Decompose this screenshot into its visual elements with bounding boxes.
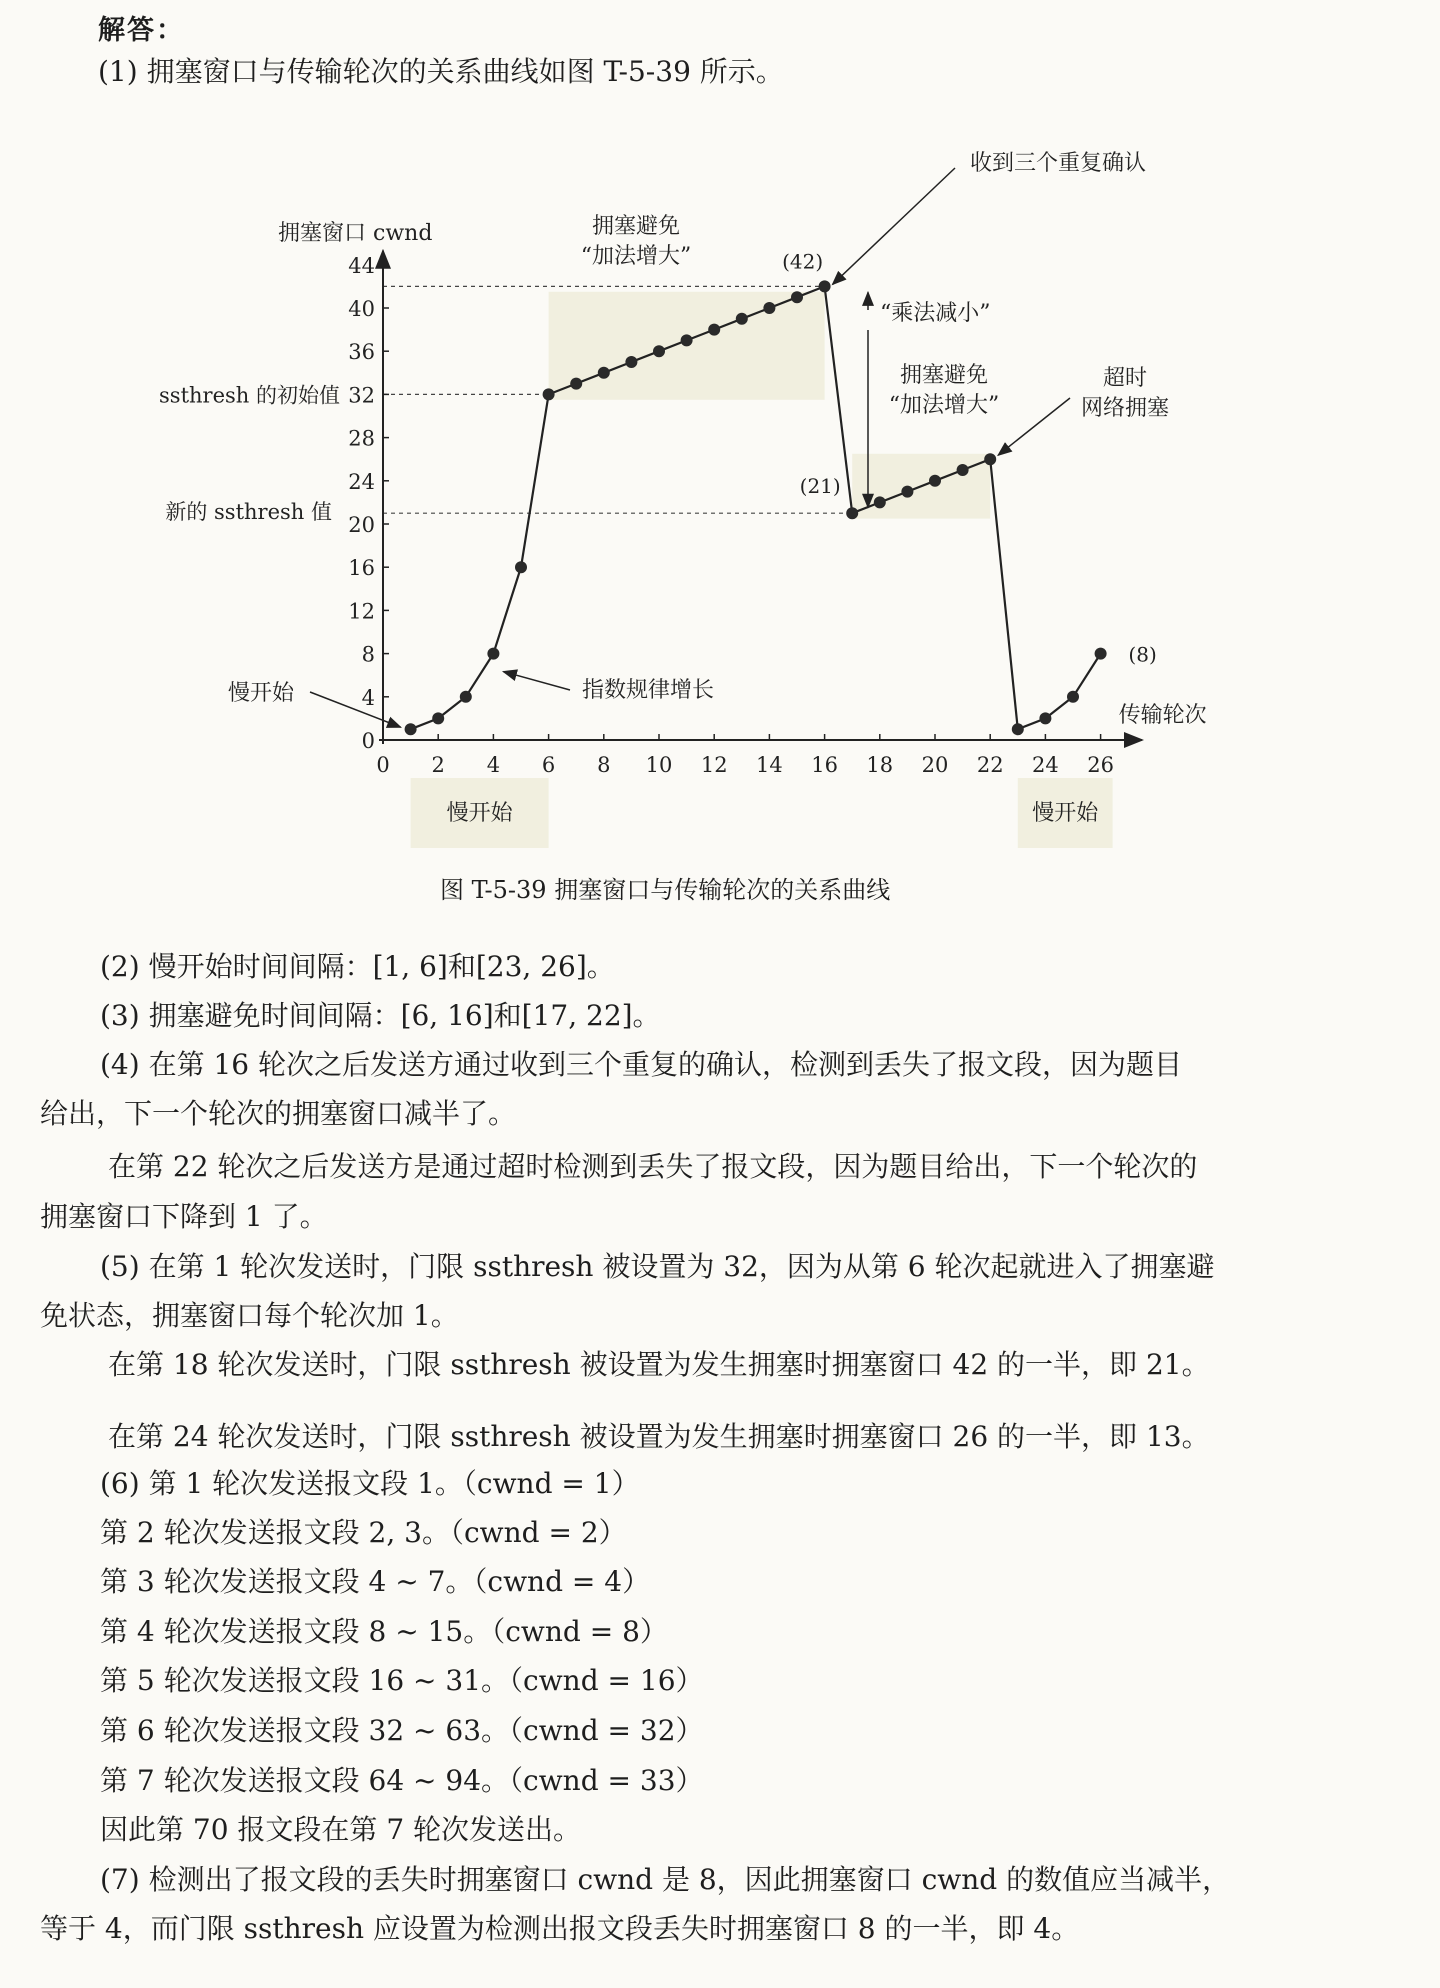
paragraph: 拥塞窗口下降到 1 了。 bbox=[40, 1200, 328, 1233]
data-point bbox=[515, 561, 527, 573]
data-point bbox=[653, 345, 665, 357]
data-point bbox=[819, 280, 831, 292]
paragraph: (7) 检测出了报文段的丢失时拥塞窗口 cwnd 是 8，因此拥塞窗口 cwnd 的数值应当减半， bbox=[100, 1863, 1231, 1896]
exp-growth-annotation: 指数规律增长 bbox=[582, 678, 715, 703]
y-tick-label: 32 bbox=[348, 383, 375, 408]
paragraph: 在第 18 轮次发送时，门限 ssthresh 被设置为发生拥塞时拥塞窗口 42 的一半，即 21。 bbox=[108, 1348, 1210, 1381]
y-tick-label: 44 bbox=[348, 253, 375, 278]
data-point bbox=[791, 291, 803, 303]
x-tick-label: 24 bbox=[1032, 753, 1059, 777]
data-point bbox=[598, 367, 610, 379]
ca1-annotation: 拥塞避免 bbox=[591, 214, 681, 239]
y-tick-label: 24 bbox=[348, 469, 375, 494]
data-point bbox=[460, 691, 472, 703]
data-point bbox=[405, 723, 417, 735]
data-point bbox=[874, 496, 886, 508]
x-tick-label: 12 bbox=[700, 753, 728, 777]
paragraph: (4) 在第 16 轮次之后发送方通过收到三个重复的确认，检测到丢失了报文段，因为题目 bbox=[100, 1048, 1182, 1081]
paragraph: 因此第 70 报文段在第 7 轮次发送出。 bbox=[100, 1813, 582, 1846]
ssthresh-initial-label: ssthresh 的初始值 bbox=[159, 383, 340, 408]
paragraph: 第 4 轮次发送报文段 8 ~ 15。（cwnd = 8） bbox=[100, 1615, 668, 1648]
data-point bbox=[984, 453, 996, 465]
paragraph: (5) 在第 1 轮次发送时，门限 ssthresh 被设置为 32，因为从第 6 轮次起就进入了拥塞避 bbox=[100, 1250, 1215, 1283]
paragraph: 等于 4，而门限 ssthresh 应设置为检测出报文段丢失时拥塞窗口 8 的一半，即 4。 bbox=[40, 1912, 1080, 1945]
cwnd-chart bbox=[0, 130, 1440, 870]
paragraph: 第 5 轮次发送报文段 16 ~ 31。（cwnd = 16） bbox=[100, 1664, 704, 1697]
x-tick-label: 22 bbox=[976, 753, 1004, 777]
ca1-annotation: “加法增大” bbox=[580, 244, 692, 269]
y-tick-label: 8 bbox=[361, 642, 375, 667]
md-annotation: “乘法减小” bbox=[880, 301, 991, 326]
ssthresh-new-label: 新的 ssthresh 值 bbox=[165, 500, 332, 525]
data-point bbox=[543, 388, 555, 400]
timeout-annotation: 网络拥塞 bbox=[1080, 396, 1170, 421]
intro-line: (1) 拥塞窗口与传输轮次的关系曲线如图 T-5-39 所示。 bbox=[98, 55, 784, 88]
exp-growth-arrow bbox=[503, 672, 570, 690]
data-point bbox=[763, 302, 775, 314]
data-point bbox=[1067, 691, 1079, 703]
paragraph: 在第 24 轮次发送时，门限 ssthresh 被设置为发生拥塞时拥塞窗口 26 的一半，即 13。 bbox=[108, 1420, 1210, 1453]
paragraph: (3) 拥塞避免时间间隔：[6, 16]和[17, 22]。 bbox=[100, 999, 661, 1032]
x-tick-label: 8 bbox=[597, 753, 611, 777]
x-tick-label: 16 bbox=[811, 753, 838, 777]
figure-caption: 图 T-5-39 拥塞窗口与传输轮次的关系曲线 bbox=[440, 876, 891, 904]
y-tick-label: 28 bbox=[348, 426, 375, 451]
x-tick-label: 18 bbox=[866, 753, 894, 777]
x-tick-label: 14 bbox=[756, 753, 783, 777]
x-tick-label: 4 bbox=[486, 753, 501, 777]
paragraph: 第 6 轮次发送报文段 32 ~ 63。（cwnd = 32） bbox=[100, 1714, 704, 1747]
x-axis-label: 传输轮次 bbox=[1118, 703, 1207, 728]
x-tick-label: 6 bbox=[541, 753, 556, 777]
y-tick-label: 16 bbox=[348, 556, 375, 581]
paragraph: 在第 22 轮次之后发送方是通过超时检测到丢失了报文段，因为题目给出，下一个轮次的 bbox=[108, 1150, 1198, 1183]
y-tick-label: 36 bbox=[348, 340, 375, 365]
ca2-annotation: 拥塞避免 bbox=[899, 363, 989, 388]
data-point bbox=[1039, 712, 1051, 724]
slow-start-bottom-label: 慢开始 bbox=[1032, 801, 1099, 826]
data-point bbox=[432, 712, 444, 724]
data-point bbox=[957, 464, 969, 476]
y-tick-label: 20 bbox=[348, 513, 375, 537]
data-point bbox=[1012, 723, 1024, 735]
data-point bbox=[625, 356, 637, 368]
data-point bbox=[681, 334, 693, 346]
timeout-annotation: 超时 bbox=[1102, 366, 1148, 391]
data-point bbox=[487, 648, 499, 660]
dup-ack-arrow bbox=[833, 168, 955, 284]
data-point bbox=[708, 324, 720, 336]
x-tick-label: 2 bbox=[431, 753, 445, 777]
paragraph: 给出，下一个轮次的拥塞窗口减半了。 bbox=[40, 1097, 517, 1130]
timeout-arrow bbox=[998, 398, 1070, 455]
y-tick-label: 4 bbox=[361, 685, 375, 710]
x-tick-label: 10 bbox=[645, 753, 673, 777]
answer-heading: 解答： bbox=[98, 15, 185, 46]
data-point bbox=[929, 475, 941, 487]
y-tick-label: 12 bbox=[348, 599, 375, 624]
x-tick-label: 26 bbox=[1087, 753, 1114, 777]
point-label: (42) bbox=[782, 249, 824, 274]
data-point bbox=[736, 313, 748, 325]
paragraph: 第 2 轮次发送报文段 2, 3。（cwnd = 2） bbox=[100, 1516, 627, 1549]
slow-start-annotation: 慢开始 bbox=[228, 681, 295, 706]
data-point bbox=[570, 378, 582, 390]
ca2-annotation: “加法增大” bbox=[888, 393, 1000, 418]
point-label: (8) bbox=[1128, 642, 1157, 667]
data-point bbox=[901, 486, 913, 498]
x-tick-label: 20 bbox=[921, 753, 949, 777]
paragraph: 第 3 轮次发送报文段 4 ~ 7。（cwnd = 4） bbox=[100, 1565, 651, 1598]
slow-start-bottom-label: 慢开始 bbox=[446, 801, 513, 826]
y-tick-label: 40 bbox=[348, 297, 375, 321]
paragraph: (2) 慢开始时间间隔：[1, 6]和[23, 26]。 bbox=[100, 950, 615, 983]
x-tick-label: 0 bbox=[376, 753, 390, 777]
paragraph: 免状态，拥塞窗口每个轮次加 1。 bbox=[40, 1299, 459, 1332]
data-point bbox=[846, 507, 858, 519]
point-label: (21) bbox=[799, 474, 841, 499]
paragraph: (6) 第 1 轮次发送报文段 1。（cwnd = 1） bbox=[100, 1467, 640, 1500]
paragraph: 第 7 轮次发送报文段 64 ~ 94。（cwnd = 33） bbox=[100, 1764, 704, 1797]
data-point bbox=[1095, 648, 1107, 660]
y-axis-label: 拥塞窗口 cwnd bbox=[278, 220, 433, 246]
dup-ack-annotation: 收到三个重复确认 bbox=[970, 151, 1147, 176]
y-tick-label: 0 bbox=[361, 729, 375, 753]
